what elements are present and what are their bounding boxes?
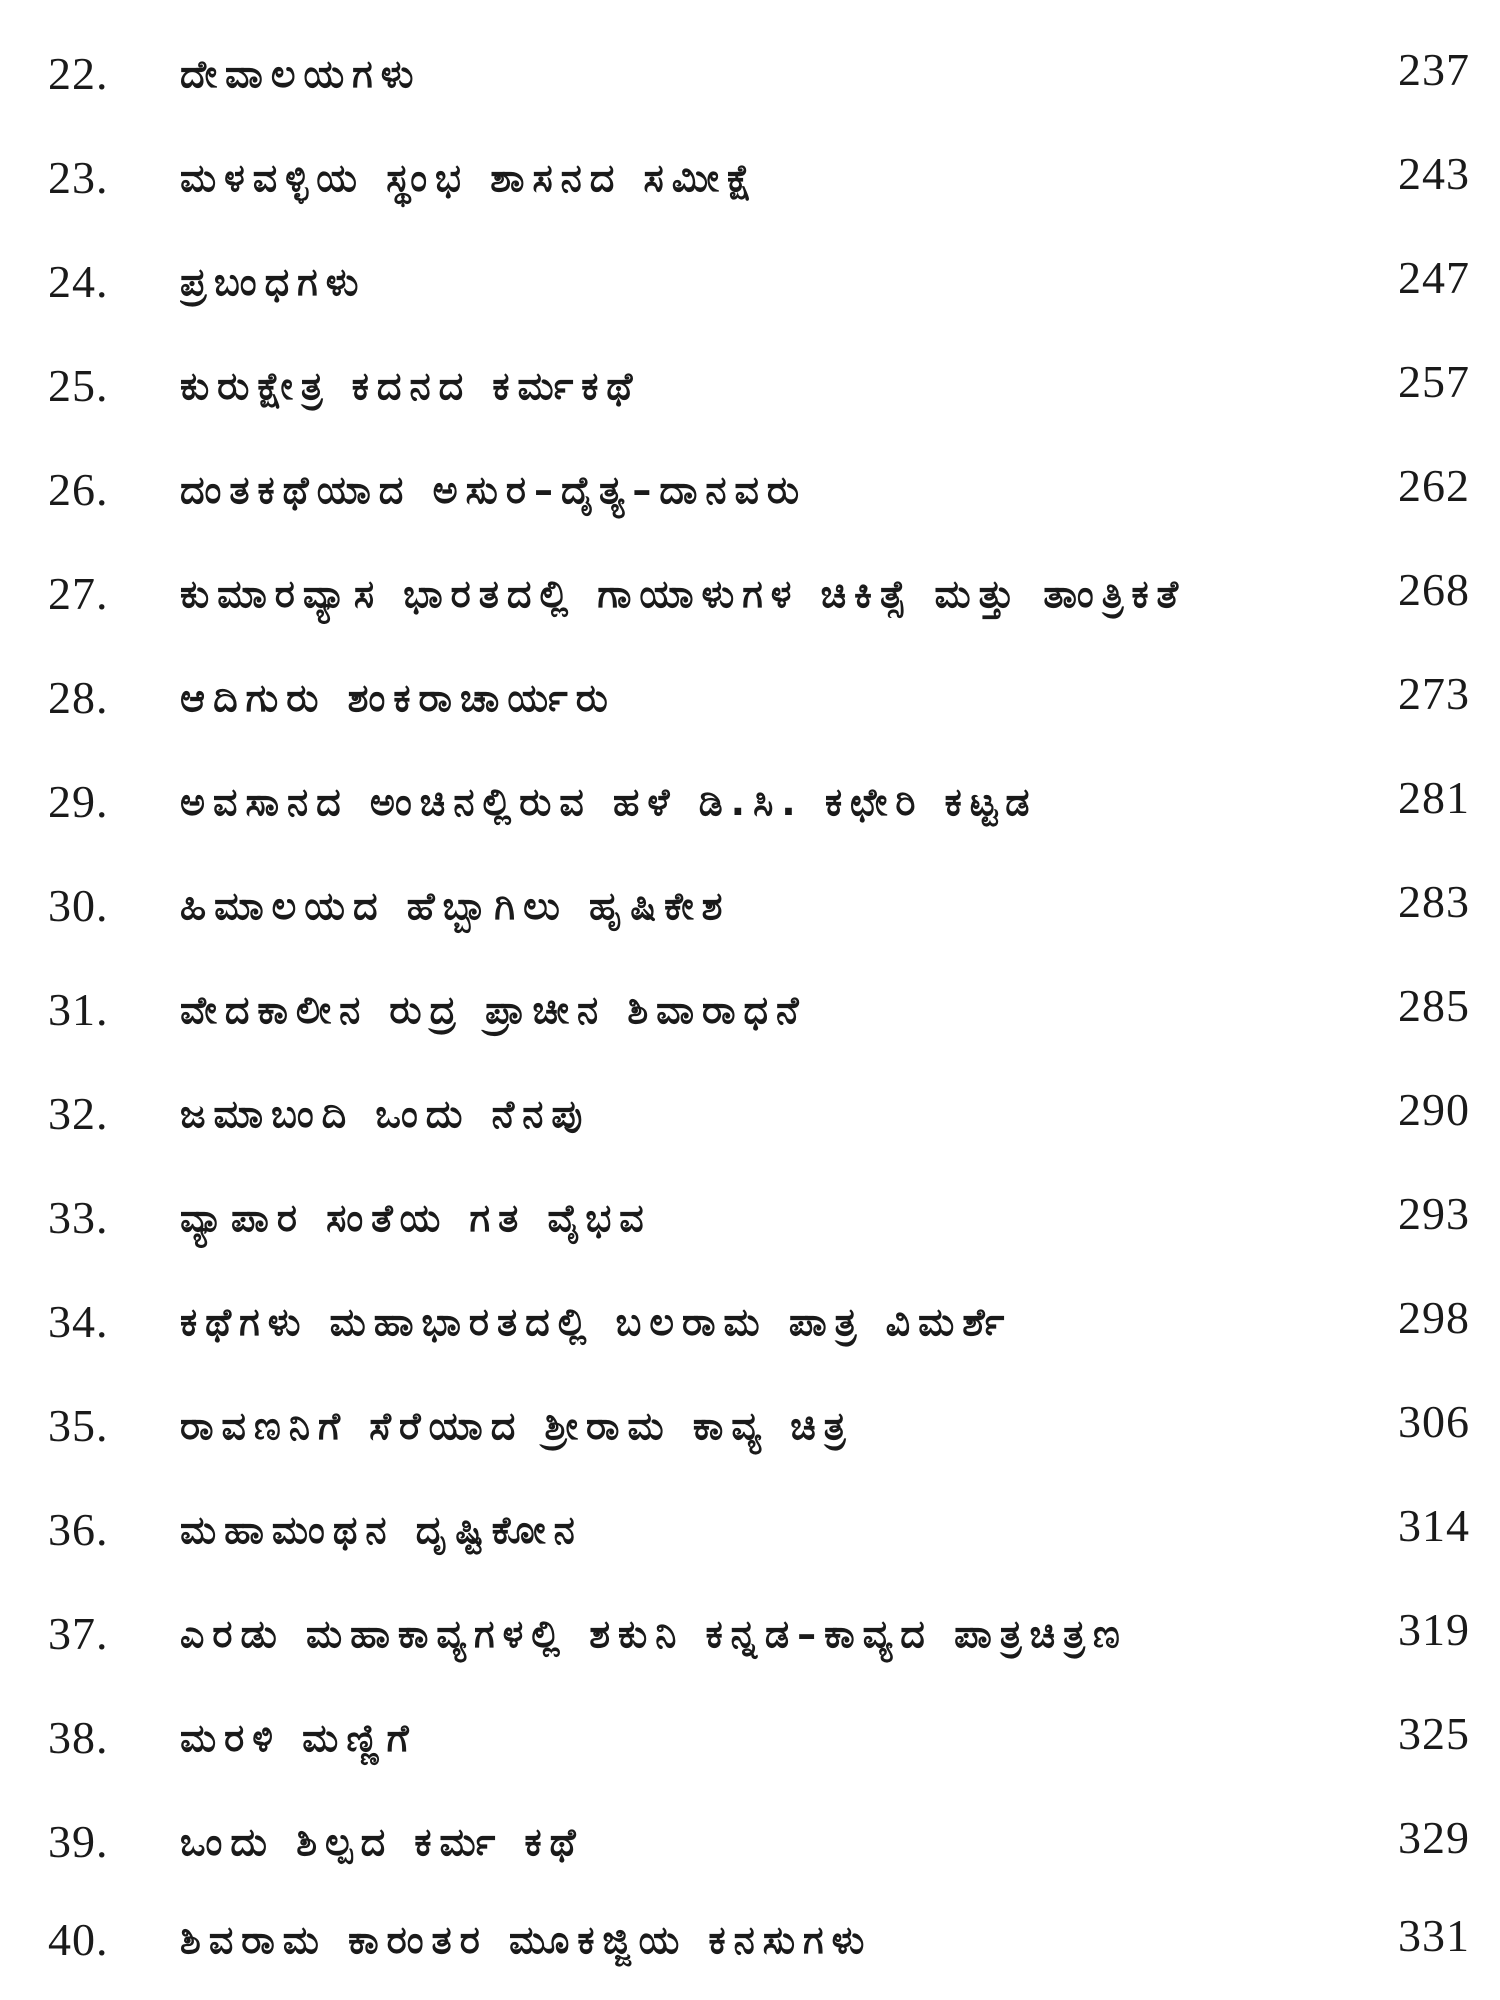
- entry-page-number: 283: [1398, 876, 1470, 927]
- toc-entry: [0, 966, 1500, 1070]
- entry-title: ಒಂದು ಶಿಲ್ಪದ ಕರ್ಮ ಕಥೆ: [180, 1820, 584, 1864]
- entry-page-number: 281: [1398, 772, 1470, 823]
- entry-title: ಮರಳಿ ಮಣ್ಣಿಗೆ: [180, 1716, 417, 1760]
- toc-entry: [0, 238, 1500, 342]
- toc-entry: [0, 30, 1500, 134]
- entry-page-number: 331: [1398, 1910, 1470, 1961]
- entry-page-number: 262: [1398, 460, 1470, 511]
- entry-page-number: 293: [1398, 1188, 1470, 1239]
- entry-title: ರಾವಣನಿಗೆ ಸೆರೆಯಾದ ಶ್ರೀರಾಮ ಕಾವ್ಯ ಚಿತ್ರ: [180, 1404, 854, 1448]
- entry-number: 24.: [48, 256, 109, 307]
- entry-page-number: 285: [1398, 980, 1470, 1031]
- entry-number: 35.: [48, 1400, 109, 1451]
- entry-number: 22.: [48, 48, 109, 99]
- toc-entry: [0, 134, 1500, 238]
- entry-title: ವೇದಕಾಲೀನ ರುದ್ರ ಪ್ರಾಚೀನ ಶಿವಾರಾಧನೆ: [180, 988, 807, 1032]
- entry-page-number: 298: [1398, 1292, 1470, 1343]
- entry-page-number: 257: [1398, 356, 1470, 407]
- entry-number: 33.: [48, 1192, 109, 1243]
- entry-title: ಶಿವರಾಮ ಕಾರಂತರ ಮೂಕಜ್ಜಿಯ ಕನಸುಗಳು: [180, 1918, 873, 1962]
- entry-number: 28.: [48, 672, 109, 723]
- entry-page-number: 243: [1398, 148, 1470, 199]
- entry-page-number: 314: [1398, 1500, 1470, 1551]
- toc-entry: [0, 654, 1500, 758]
- entry-number: 32.: [48, 1088, 109, 1139]
- entry-title: ದಂತಕಥೆಯಾದ ಅಸುರ–ದೈತ್ಯ–ದಾನವರು: [180, 468, 808, 512]
- entry-title: ಆದಿಗುರು ಶಂಕರಾಚಾರ್ಯರು: [180, 676, 616, 720]
- entry-number: 25.: [48, 360, 109, 411]
- toc-entry: [0, 1694, 1500, 1798]
- entry-number: 38.: [48, 1712, 109, 1763]
- entry-page-number: 325: [1398, 1708, 1470, 1759]
- toc-entry: [0, 1486, 1500, 1590]
- entry-title: ಕಥೆಗಳು ಮಹಾಭಾರತದಲ್ಲಿ ಬಲರಾಮ ಪಾತ್ರ ವಿಮರ್ಶೆ: [180, 1300, 1013, 1344]
- entry-page-number: 268: [1398, 564, 1470, 615]
- entry-title: ದೇವಾಲಯಗಳು: [180, 52, 422, 96]
- toc-entry: [0, 1070, 1500, 1174]
- entry-title: ಕುಮಾರವ್ಯಾಸ ಭಾರತದಲ್ಲಿ ಗಾಯಾಳುಗಳ ಚಿಕಿತ್ಸೆ ಮತ್ತು ತಾಂತ್ರಿಕತೆ: [180, 572, 1187, 616]
- toc-entry: [0, 1798, 1500, 1902]
- entry-number: 36.: [48, 1504, 109, 1555]
- entry-title: ಹಿಮಾಲಯದ ಹೆಬ್ಬಾಗಿಲು ಹೃಷಿಕೇಶ: [180, 884, 731, 928]
- entry-page-number: 319: [1398, 1604, 1470, 1655]
- entry-page-number: 237: [1398, 44, 1470, 95]
- entry-title: ಮಹಾಮಂಥನ ದೃಷ್ಟಿಕೋನ: [180, 1508, 583, 1552]
- entry-title: ಜಮಾಬಂದಿ ಒಂದು ನೆನಪು: [180, 1092, 591, 1136]
- entry-page-number: 329: [1398, 1812, 1470, 1863]
- entry-page-number: 290: [1398, 1084, 1470, 1135]
- entry-number: 27.: [48, 568, 109, 619]
- entry-number: 23.: [48, 152, 109, 203]
- toc-entry: [0, 1896, 1500, 2000]
- toc-entry: [0, 1382, 1500, 1486]
- entry-title: ಅವಸಾನದ ಅಂಚಿನಲ್ಲಿರುವ ಹಳೆ ಡಿ.ಸಿ. ಕಛೇರಿ ಕಟ್ಟಡ: [180, 780, 1038, 824]
- toc-entry: [0, 758, 1500, 862]
- toc-entry: [0, 862, 1500, 966]
- entry-number: 31.: [48, 984, 109, 1035]
- entry-number: 26.: [48, 464, 109, 515]
- entry-number: 40.: [48, 1914, 109, 1965]
- entry-page-number: 247: [1398, 252, 1470, 303]
- entry-title: ಕುರುಕ್ಷೇತ್ರ ಕದನದ ಕರ್ಮಕಥೆ: [180, 364, 641, 408]
- entry-page-number: 273: [1398, 668, 1470, 719]
- entry-title: ಪ್ರಬಂಧಗಳು: [180, 260, 367, 304]
- entry-title: ಮಳವಳ್ಳಿಯ ಸ್ಥಂಭ ಶಾಸನದ ಸಮೀಕ್ಷೆ: [180, 156, 760, 200]
- entry-number: 39.: [48, 1816, 109, 1867]
- toc-entry: [0, 342, 1500, 446]
- toc-entry: [0, 550, 1500, 654]
- entry-number: 29.: [48, 776, 109, 827]
- entry-title: ವ್ಯಾಪಾರ ಸಂತೆಯ ಗತ ವೈಭವ: [180, 1196, 652, 1240]
- entry-number: 37.: [48, 1608, 109, 1659]
- toc-entry: [0, 1174, 1500, 1278]
- toc-entry: [0, 1278, 1500, 1382]
- toc-entry: [0, 1590, 1500, 1694]
- entry-number: 34.: [48, 1296, 109, 1347]
- entry-title: ಎರಡು ಮಹಾಕಾವ್ಯಗಳಲ್ಲಿ ಶಕುನಿ ಕನ್ನಡ–ಕಾವ್ಯದ ಪಾತ್ರಚಿತ್ರಣ: [180, 1612, 1128, 1656]
- entry-page-number: 306: [1398, 1396, 1470, 1447]
- entry-number: 30.: [48, 880, 109, 931]
- toc-entry: [0, 446, 1500, 550]
